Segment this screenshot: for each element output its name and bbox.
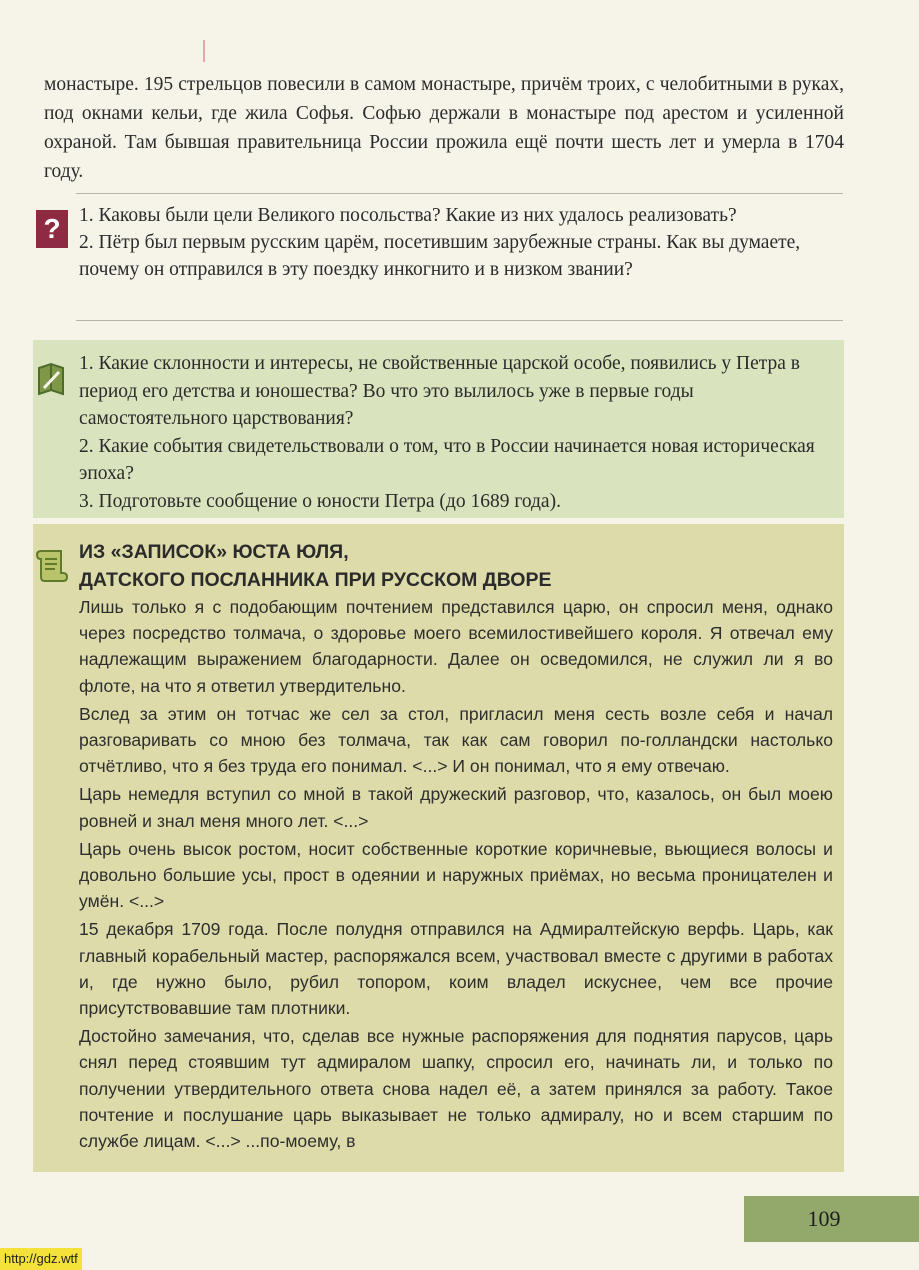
source-paragraph: Лишь только я с подобающим почтением представился царю, он спросил меня, однако через посредство толмача, о здоровье моего всемилостивейшего короля. Я отвечал ему надлежащим выражением благодарности. Далее он осведомился, не служил ли я во флоте, на что я ответил утвердительно. [79, 597, 833, 696]
source-title-line: ИЗ «ЗАПИСОК» ЮСТА ЮЛЯ, [79, 541, 349, 563]
intro-paragraph: монастыре. 195 стрельцов повесили в самом монастыре, причём троих, с челобитными в руках, под окнами кельи, где жила Софья. Софью держали в монастыре под арестом и усиленной охраной. Там бывшая правительница России прожила ещё почти шесть лет и умерла в 1704 году. [44, 74, 844, 182]
source-paragraph: Царь очень высок ростом, носит собственные короткие коричневые, вьющиеся волосы и довольно большие усы, прост в одеянии и наружных приёмах, но весьма проницателен и умён. <...> [79, 838, 833, 912]
source-title-line: ДАТСКОГО ПОСЛАННИКА ПРИ РУССКОМ ДВОРЕ [79, 569, 552, 591]
page-number-tab [744, 1196, 919, 1242]
task-item: 3. Подготовьте сообщение о юности Петра (до 1689 года). [79, 490, 561, 512]
watermark-link[interactable]: http://gdz.wtf [0, 1248, 82, 1270]
book-pen-icon [35, 360, 67, 398]
page-edge-mark [203, 40, 205, 62]
scroll-icon [33, 545, 69, 585]
source-paragraph: Достойно замечания, что, сделав все нужные распоряжения для поднятия парусов, царь снял перед стоявшим тут адмиралом шапку, спросил его, начинать ли, и только по получении утвердительного ответа снова надел её, а затем принялся за работу. Такое почтение и послушание царь выказывает не только адмиралу, но и всем старшим по службе лицам. <...> ...по-моему, в [79, 1026, 833, 1152]
source-paragraph: Царь немедля вступил со мной в такой дружеский разговор, что, казалось, он был моею ровней и знал меня много лет. <...> [79, 784, 833, 831]
task-item: 2. Какие события свидетельствовали о том, что в России начинается новая историческая эпоха? [79, 435, 815, 484]
question-item: 1. Каковы были цели Великого посольства? Какие из них удалось реализовать? [79, 205, 737, 226]
divider-bottom [76, 320, 843, 321]
source-paragraph: Вслед за этим он тотчас же сел за стол, пригласил меня сесть возле себя и начал разговаривать со мною без толмача, так как сам говорил по-голландски настолько отчётливо, что я без труда его понимал. <...> И он понимал, что я ему отвечаю. [79, 703, 833, 777]
tasks-block [79, 350, 834, 515]
source-text [79, 594, 833, 1156]
questions-block [79, 202, 844, 283]
source-paragraph: 15 декабря 1709 года. После полудня отправился на Адмиралтейскую верфь. Царь, как главный корабельный мастер, распоряжался всем, участвовал вместе с другими в работах и, где нужно было, рубил топором, коим владел искуснее, чем все прочие присутствовавшие там плотники. [79, 919, 833, 1019]
page-number: 109 [807, 1206, 841, 1231]
source-title [79, 538, 839, 594]
divider-top [76, 193, 843, 194]
question-icon: ? [36, 210, 68, 248]
task-item: 1. Какие склонности и интересы, не свойственные царской особе, появились у Петра в период его детства и юношества? Во что это вылилось уже в первые годы самостоятельного царствования? [79, 353, 800, 429]
question-item: 2. Пётр был первым русским царём, посетившим зарубежные страны. Как вы думаете, почему он отправился в эту поездку инкогнито и в низком звании? [79, 232, 801, 280]
